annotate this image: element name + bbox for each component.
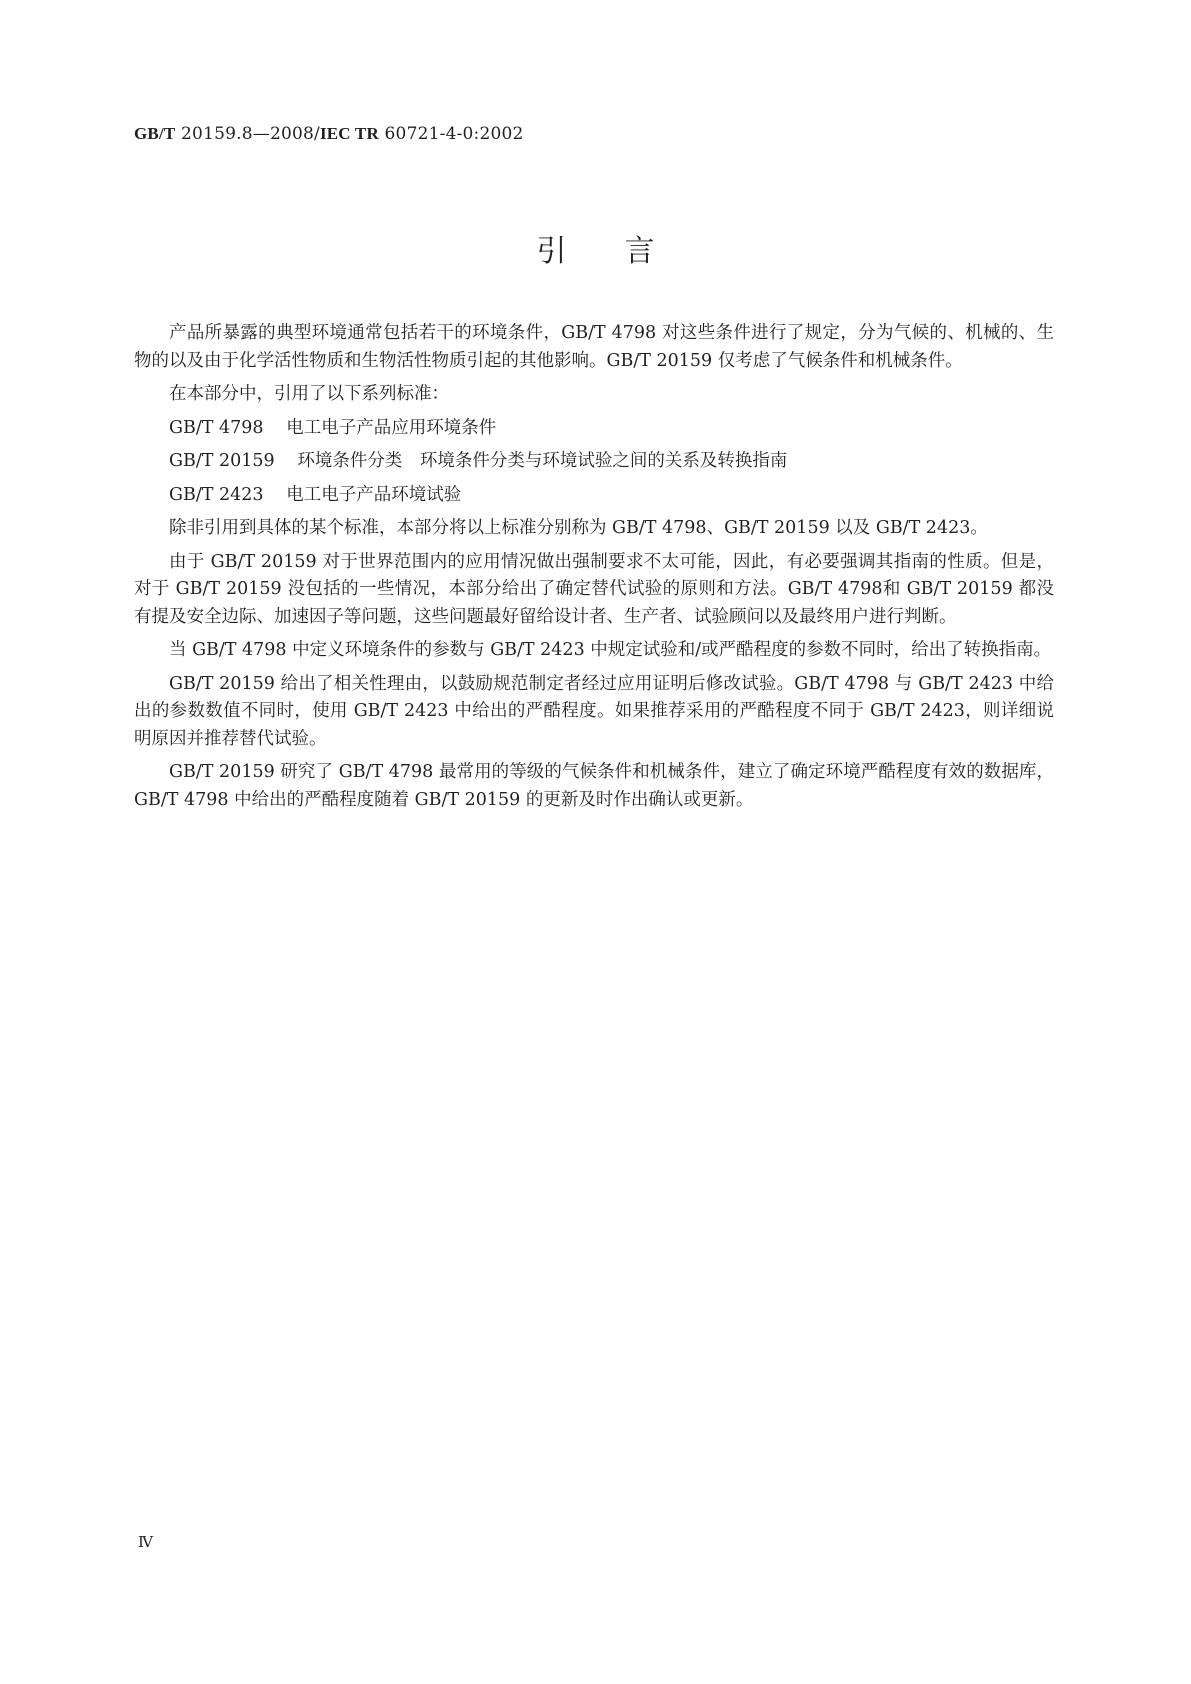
- paragraph: 由于 GB/T 20159 对于世界范围内的应用情况做出强制要求不太可能，因此，有必要强调其指南的性质。但是，对于 GB/T 20159 没包括的一些情况，本部分给出了确定替代试验的原则和方法。GB/T 4798和 GB/T 20159 都没有提及安全边际、加速因子等问题，这些问题最好留给设计者、生产者、试验顾问以及最终用户进行判断。: [134, 551, 1054, 627]
- page-title: 引言: [536, 234, 713, 269]
- header-iec-rest: 60721-4-0:2002: [378, 124, 524, 144]
- paragraph: 除非引用到具体的某个标准，本部分将以上标准分别称为 GB/T 4798、GB/T 20159 以及 GB/T 2423。: [169, 518, 988, 538]
- reference-item: [134, 415, 1054, 443]
- reference-item: [134, 482, 1054, 510]
- document-code-header: [134, 124, 524, 144]
- reference-code: GB/T 2423: [169, 484, 264, 505]
- paragraph: 产品所暴露的典型环境通常包括若干的环境条件，GB/T 4798 对这些条件进行了规定，分为气候的、机械的、生物的以及由于化学活性物质和生物活性物质引起的其他影响。GB/T 20159 仅考虑了气候条件和机械条件。: [134, 323, 1054, 371]
- paragraph: 在本部分中，引用了以下系列标准：: [169, 384, 449, 404]
- reference-title: 电工电子产品环境试验: [286, 484, 462, 505]
- reference-code: GB/T 20159: [169, 451, 275, 471]
- header-code-rest: 20159.8—2008/: [175, 124, 320, 144]
- paragraph: GB/T 20159 研究了 GB/T 4798 最常用的等级的气候条件和机械条件，建立了确定环境严酷程度有效的数据库，GB/T 4798 中给出的严酷程度随着 GB/T 20159 的更新及时作出确认或更新。: [134, 762, 1054, 810]
- reference-title: 环境条件分类 环境条件分类与环境试验之间的关系及转换指南: [297, 451, 788, 471]
- introduction-body: [134, 320, 1054, 820]
- paragraph: GB/T 20159 给出了相关性理由，以鼓励规范制定者经过应用证明后修改试验。GB/T 4798 与 GB/T 2423 中给出的参数数值不同时，使用 GB/T 2423 中给出的严酷程度。如果推荐采用的严酷程度不同于 GB/T 2423，则详细说明原因并推荐替代试验。: [134, 673, 1054, 749]
- header-iec-bold: IEC TR: [319, 124, 379, 143]
- reference-title: 电工电子产品应用环境条件: [286, 417, 497, 438]
- reference-code: GB/T 4798: [169, 417, 264, 438]
- reference-item: [134, 448, 1054, 476]
- page-number: Ⅳ: [138, 1533, 153, 1551]
- paragraph: 当 GB/T 4798 中定义环境条件的参数与 GB/T 2423 中规定试验和/或严酷程度的参数不同时，给出了转换指南。: [169, 640, 1052, 660]
- header-code-bold: GB/T: [134, 124, 176, 143]
